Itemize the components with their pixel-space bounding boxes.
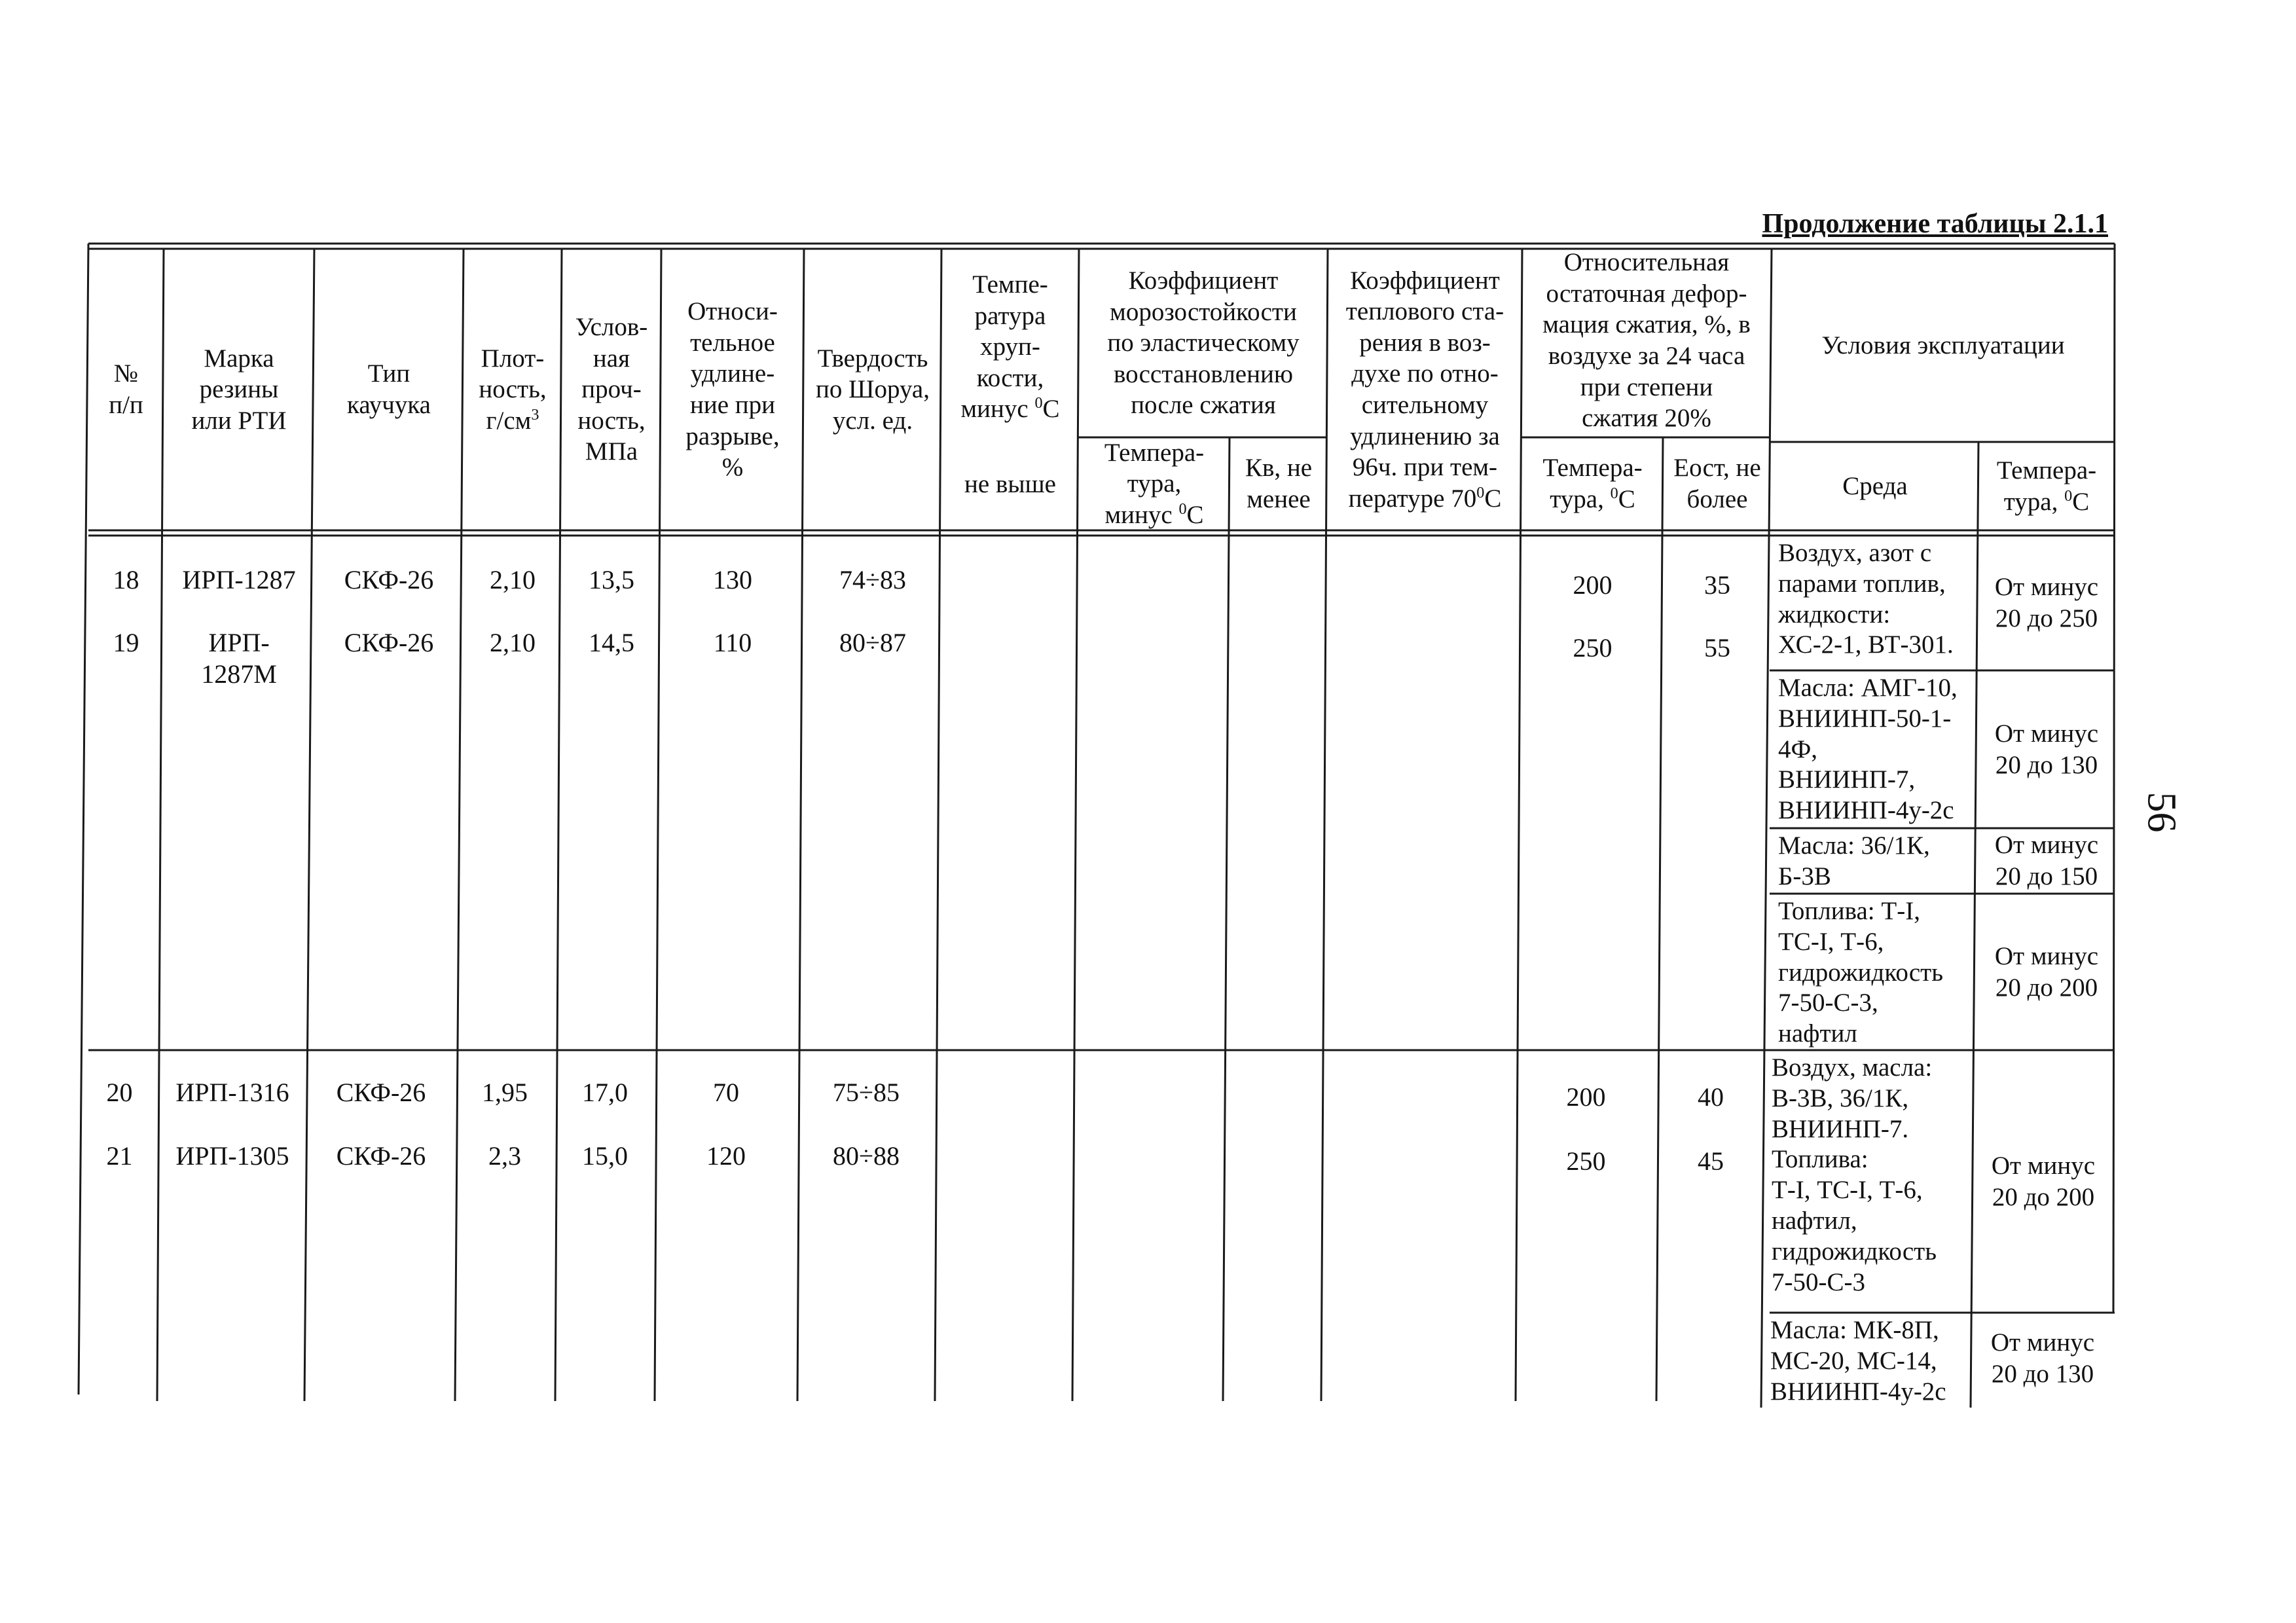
header-deformation: Относительная остаточная дефор- мация сжатия, %, в воздухе за 24 часа при степени сжатия 20% [1542,248,1751,433]
cond-temp: От минус 20 до 130 [1990,1328,2095,1388]
header-cond-env: Среда [1842,471,1908,500]
header-rubber-type: Тип каучука [347,359,431,419]
header-brittleness-note: не выше [964,470,1056,499]
header-aging: Коэффициент теплового ста- рения в воз- духе по отно- сительному удлинению за 96ч. при тем- пературе $70^0С$ [1345,266,1504,513]
cond-temp: От минус 20 до 150 [1994,831,2099,890]
header-cond-temp: Темпера- тура, $^0$С [1996,456,2097,516]
header-strength: Услов- ная проч- ность, МПа [575,313,648,466]
cell-type: СКФ-26 [344,565,434,594]
header-brand: Марка резины или РТИ [191,344,287,435]
cell-num: 19 [113,628,139,657]
header-density: Плот- ность, $г/см^3$ [479,344,547,435]
cond-temp: От минус 20 до 250 [1994,573,2099,632]
cell-brand: ИРП-1305 [175,1141,289,1171]
cell-elongation: 110 [713,628,752,657]
cell-brand: ИРП- 1287М [201,628,277,689]
cell-elongation: 120 [706,1141,746,1171]
cell-hardness: 80÷88 [833,1141,900,1171]
cell-density: 1,95 [482,1078,528,1107]
cell-density: 2,3 [488,1141,521,1171]
cell-eost: 55 [1704,633,1730,663]
cell-eost: 45 [1698,1146,1724,1176]
cell-type: СКФ-26 [336,1078,426,1107]
cell-type: СКФ-26 [336,1141,426,1171]
cell-num: 21 [106,1141,133,1171]
cell-brand: ИРП-1316 [175,1078,289,1107]
cond-env: Масла: 36/1К, Б-3В [1778,831,1930,890]
cond-env: Воздух, масла: В-3В, 36/1К, ВНИИНП-7. Топлива: Т-I, ТС-I, Т-6, нафтил, гидрожидкость 7-50-С-3 [1772,1053,1937,1296]
cell-strength: 14,5 [589,628,634,657]
cell-strength: 13,5 [589,565,634,594]
header-brittleness: Темпе- ратура хруп- кости, минус $^0$С [960,270,1060,424]
cell-deform-temp: 250 [1566,1146,1606,1176]
header-frost-kv: Кв, не менее [1245,454,1313,513]
cell-strength: 15,0 [582,1141,628,1171]
cond-env: Масла: АМГ-10, ВНИИНП-50-1- 4Ф, ВНИИНП-7, ВНИИНП-4у-2с [1778,674,1958,825]
cond-temp: От минус 20 до 130 [1994,719,2099,779]
header-frost-temp: Темпера- тура, минус $^0$С [1104,438,1205,529]
header-elongation: Относи- тельное удлине- ние при разрыве, % [685,297,780,482]
cell-type: СКФ-26 [344,628,434,657]
cond-env: Воздух, азот с парами топлив, жидкости: ХС-2-1, ВТ-301. [1778,539,1954,659]
cond-env: Топлива: Т-I, ТС-I, Т-6, гидрожидкость 7-50-С-3, нафтил [1778,897,1943,1048]
cell-density: 2,10 [490,565,536,594]
cell-density: 2,10 [490,628,536,657]
header-deform-eost: Еост, не более [1673,454,1761,513]
cell-elongation: 70 [713,1078,739,1107]
cell-deform-temp: 250 [1573,633,1613,663]
cell-eost: 35 [1704,570,1730,600]
cell-hardness: 74÷83 [839,565,906,594]
cell-deform-temp: 200 [1566,1082,1606,1112]
cell-num: 20 [106,1078,133,1107]
cond-env: Масла: МК-8П, МС-20, МС-14, ВНИИНП-4у-2с [1770,1316,1946,1406]
cond-temp: От минус 20 до 200 [1991,1151,2096,1211]
header-num: № п/п [109,359,143,419]
cell-eost: 40 [1698,1082,1724,1112]
cell-brand: ИРП-1287 [182,565,296,594]
header-hardness: Твердость по Шоруа, усл. ед. [816,344,930,435]
page-number: 56 [2139,792,2184,833]
cell-hardness: 75÷85 [833,1078,900,1107]
header-deform-temp: Темпера- тура, $^0$С [1542,454,1643,513]
cell-hardness: 80÷87 [839,628,906,657]
cell-num: 18 [113,565,139,594]
cell-strength: 17,0 [582,1078,628,1107]
header-frost: Коэффициент морозостойкости по эластическому восстановлению после сжатия [1107,266,1300,420]
cell-elongation: 130 [713,565,752,594]
table-caption: Продолжение таблицы 2.1.1 [1762,209,2108,239]
cond-temp: От минус 20 до 200 [1994,941,2099,1002]
header-conditions: Условия эксплуатации [1821,331,2065,359]
cell-deform-temp: 200 [1573,570,1613,600]
